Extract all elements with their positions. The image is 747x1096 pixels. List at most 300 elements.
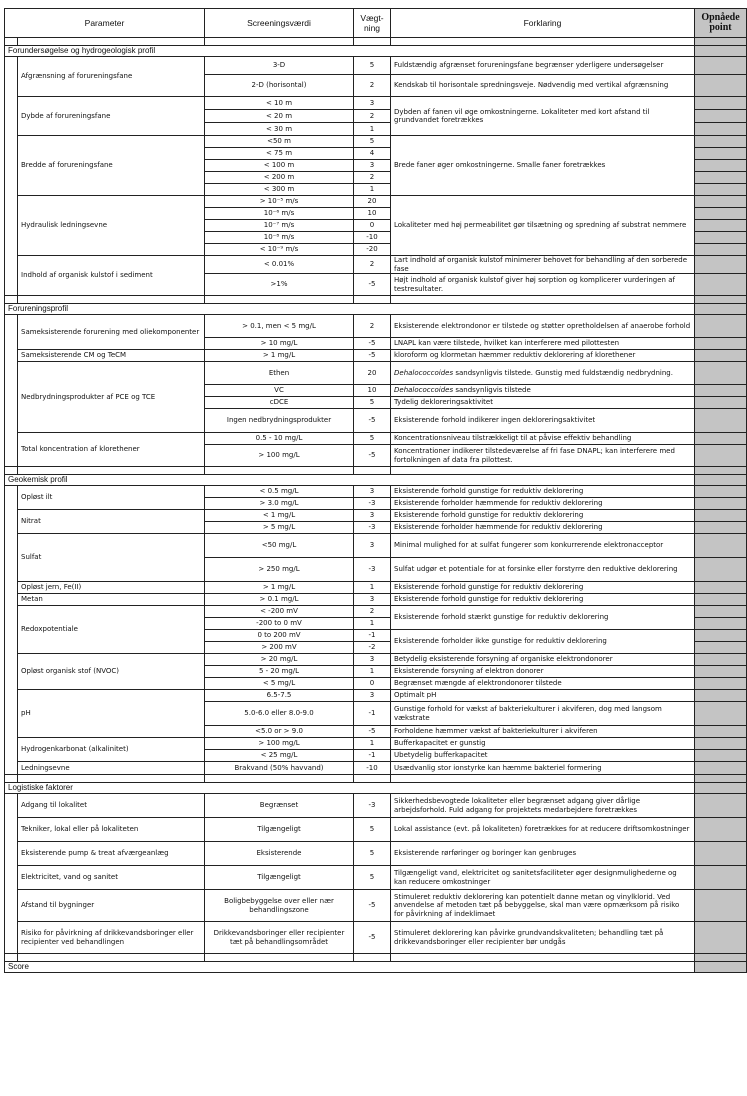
table-row [5,890,747,922]
weight-value: 0 [354,678,391,690]
explanation: Eksisterende forhold gunstige for reduktiv deklorering [391,510,695,522]
points-cell[interactable] [695,762,747,775]
points-cell[interactable] [695,522,747,534]
table-row [5,866,747,890]
explanation: Sikkerhedsbevogtede lokaliteter eller begrænset adgang giver dårlige arbejdsforhold. Fuld adgang for projektets medarbejdere foretrækkes [391,794,695,818]
weight-value: -1 [354,702,391,726]
weight-value: 5 [354,397,391,409]
points-cell[interactable] [695,666,747,678]
weight-value: 5 [354,57,391,75]
points-cell[interactable] [695,123,747,136]
table-row [5,690,747,702]
screening-table [4,8,747,973]
weight-value: 1 [354,618,391,630]
screening-value: < 25 mg/L [205,750,354,762]
weight-value: -2 [354,642,391,654]
blank-cell [354,296,391,304]
points-cell[interactable] [695,642,747,654]
weight-value: 10 [354,208,391,220]
explanation: Eksisterende elektrondonor er tilstede og støtter opretholdelsen af anaerobe forhold [391,315,695,338]
screening-value: 3-D [205,57,354,75]
weight-value: 2 [354,172,391,184]
points-cell[interactable] [695,208,747,220]
header-screening: Screeningsværdi [205,9,354,38]
points-cell[interactable] [695,110,747,123]
blank-cell [391,775,695,783]
parameter-name: Ledningsevne [18,762,205,775]
parameter-name: Risiko for påvirkning af drikkevandsboringer eller recipienter ved behandlingen [18,922,205,954]
weight-value: -5 [354,445,391,467]
explanation-text: sandsynligvis tilstede [453,386,531,395]
table-row [5,794,747,818]
weight-value: 4 [354,148,391,160]
screening-value: > 1 mg/L [205,582,354,594]
screening-value: < 20 m [205,110,354,123]
points-cell[interactable] [695,618,747,630]
blank-cell [205,775,354,783]
points-cell[interactable] [695,654,747,666]
explanation: Ubetydelig bufferkapacitet [391,750,695,762]
header-points: Opnåede point [695,9,747,38]
blank-cell [695,38,747,46]
weight-value: -3 [354,558,391,582]
explanation: Fuldstændig afgrænset forureningsfane begrænser yderligere undersøgelser [391,57,695,75]
weight-value: -3 [354,498,391,510]
weight-value: -3 [354,794,391,818]
points-cell[interactable] [695,232,747,244]
score-label: Score [5,962,695,973]
weight-value: 3 [354,97,391,110]
blank-cell [205,467,354,475]
table-row [5,256,747,274]
points-cell[interactable] [695,726,747,738]
section-row [5,304,747,315]
screening-value: >1% [205,274,354,296]
weight-value: 0 [354,220,391,232]
explanation: Bufferkapacitet er gunstig [391,738,695,750]
header-parameter: Parameter [5,9,205,38]
blank-cell [18,467,205,475]
explanation: Kendskab til horisontale spredningsveje. Nødvendig med vertikal afgrænsning [391,75,695,97]
explanation: Eksisterende forhold gunstige for reduktiv deklorering [391,594,695,606]
table-row [5,315,747,338]
table-row [5,594,747,606]
explanation: Lokal assistance (evt. på lokaliteten) foretrækkes for at reducere driftsomkostninger [391,818,695,842]
explanation: Koncentrationsniveau tilstrækkeligt til at påvise effektiv behandling [391,433,695,445]
explanation: Sulfat udgør et potentiale for at forsinke eller forstyrre den reduktive deklorering [391,558,695,582]
parameter-name: Afgrænsning af forureningsfane [18,57,205,97]
explanation-italic: Dehalococcoides [394,386,454,395]
weight-value: 3 [354,160,391,172]
blank-cell [354,467,391,475]
points-cell[interactable] [695,818,747,842]
table-row [5,606,747,618]
explanation: Eksisterende forsyning af elektron donorer [391,666,695,678]
parameter-name: pH [18,690,205,738]
screening-value: > 1 mg/L [205,350,354,362]
table-row [5,433,747,445]
blank-row [5,954,747,962]
points-cell[interactable] [695,498,747,510]
points-cell[interactable] [695,866,747,890]
section-row [5,46,747,57]
explanation: Højt indhold af organisk kulstof giver høj sorption og komplicerer vurderingen af testresultater. [391,274,695,296]
points-cell[interactable] [695,534,747,558]
explanation: Koncentrationer indikerer tilstedeværelse af fri fase DNAPL; kan interferere med fortolkningen af data fra pilottest. [391,445,695,467]
explanation: Brede faner øger omkostningerne. Smalle faner foretrækkes [391,136,695,196]
section-title: Logistiske faktorer [5,783,695,794]
blank-cell [695,296,747,304]
blank-cell [354,775,391,783]
screening-value: Tilgængeligt [205,818,354,842]
explanation: kloroform og klormetan hæmmer reduktiv deklorering af klorethener [391,350,695,362]
screening-value: Boligbebyggelse over eller nær behandlingszone [205,890,354,922]
points-cell[interactable] [695,678,747,690]
points-cell[interactable] [695,433,747,445]
explanation: Lart indhold af organisk kulstof minimerer behovet for behandling af den sorberede fase [391,256,695,274]
parameter-name: Nedbrydningsprodukter af PCE og TCE [18,362,205,433]
blank-cell [695,775,747,783]
screening-value: < 5 mg/L [205,678,354,690]
parameter-name: Sameksisterende CM og TeCM [18,350,205,362]
blank-cell [18,296,205,304]
explanation: Eksisterende forhold indikerer ingen dekloreringsaktivitet [391,409,695,433]
table-row [5,196,747,208]
explanation [391,362,695,385]
parameter-name: Sameksisterende forurening med oliekomponenter [18,315,205,350]
blank-cell [5,296,18,304]
blank-row [5,775,747,783]
blank-cell [5,954,18,962]
screening-value: < 75 m [205,148,354,160]
screening-value: Ethen [205,362,354,385]
points-cell[interactable] [695,409,747,433]
screening-value: < 1 mg/L [205,510,354,522]
parameter-name: Nitrat [18,510,205,534]
parameter-name: Hydraulisk ledningsevne [18,196,205,256]
screening-value: > 10 mg/L [205,338,354,350]
explanation: Eksisterende forholder ikke gunstige for reduktiv deklorering [391,630,695,654]
parameter-name: Eksisterende pump & treat afværgeanlæg [18,842,205,866]
blank-cell [18,775,205,783]
parameter-name: Adgang til lokalitet [18,794,205,818]
points-cell[interactable] [695,57,747,75]
weight-value: 20 [354,196,391,208]
points-cell[interactable] [695,750,747,762]
explanation: Minimal mulighed for at sulfat fungerer som konkurrerende elektronacceptor [391,534,695,558]
parameter-name: Tekniker, lokal eller på lokaliteten [18,818,205,842]
screening-value: < 30 m [205,123,354,136]
points-cell[interactable] [695,350,747,362]
table-row [5,136,747,148]
screening-value: cDCE [205,397,354,409]
screening-value: 0.5 - 10 mg/L [205,433,354,445]
points-cell[interactable] [695,783,747,794]
parameter-name: Opløst organisk stof (NVOC) [18,654,205,690]
table-row [5,922,747,954]
screening-value: > 100 mg/L [205,445,354,467]
score-points-cell[interactable] [695,962,747,973]
points-cell[interactable] [695,256,747,274]
header-weight: Vægt-ning [354,9,391,38]
screening-value: < 10⁻⁹ m/s [205,244,354,256]
weight-value: 3 [354,654,391,666]
weight-value: -10 [354,232,391,244]
weight-value: 3 [354,534,391,558]
screening-value: > 0.1 mg/L [205,594,354,606]
weight-value: 5 [354,842,391,866]
table-row [5,654,747,666]
points-cell[interactable] [695,475,747,486]
parameter-name: Opløst jern, Fe(II) [18,582,205,594]
explanation: Gunstige forhold for vækst af bakteriekulturer i akviferen, dog med langsom vækstrate [391,702,695,726]
blank-cell [5,467,18,475]
points-cell[interactable] [695,196,747,208]
weight-value: 1 [354,666,391,678]
weight-value: 3 [354,594,391,606]
weight-value: 20 [354,362,391,385]
table-row [5,534,747,558]
parameter-name: Opløst ilt [18,486,205,510]
section-row [5,475,747,486]
screening-value: < 10 m [205,97,354,110]
screening-value: -200 to 0 mV [205,618,354,630]
weight-value: -5 [354,409,391,433]
screening-value: > 0.1, men < 5 mg/L [205,315,354,338]
blank-cell [18,954,205,962]
points-cell[interactable] [695,606,747,618]
parameter-name: Sulfat [18,534,205,582]
weight-value: -5 [354,922,391,954]
screening-value: < 300 m [205,184,354,196]
explanation: Optimalt pH [391,690,695,702]
points-cell[interactable] [695,160,747,172]
table-row [5,738,747,750]
parameter-name: Redoxpotentiale [18,606,205,654]
points-cell[interactable] [695,842,747,866]
explanation: Dybden af fanen vil øge omkostningerne. Lokaliteter med kort afstand til grundvandet foretrækkes [391,97,695,136]
points-cell[interactable] [695,220,747,232]
points-cell[interactable] [695,794,747,818]
blank-cell [695,467,747,475]
screening-value: VC [205,385,354,397]
weight-value: -5 [354,726,391,738]
explanation: Eksisterende forhold stærkt gunstige for reduktiv deklorering [391,606,695,630]
points-cell[interactable] [695,274,747,296]
screening-value: > 20 mg/L [205,654,354,666]
screening-value: < 0.5 mg/L [205,486,354,498]
weight-value: -1 [354,750,391,762]
points-cell[interactable] [695,46,747,57]
explanation: LNAPL kan være tilstede, hvilket kan interferere med pilottesten [391,338,695,350]
points-cell[interactable] [695,922,747,954]
blank-row [5,38,747,46]
points-cell[interactable] [695,184,747,196]
screening-value: > 3.0 mg/L [205,498,354,510]
weight-value: 10 [354,385,391,397]
explanation: Eksisterende rørføringer og boringer kan genbruges [391,842,695,866]
weight-value: 2 [354,256,391,274]
points-cell[interactable] [695,445,747,467]
explanation: Stimuleret deklorering kan påvirke grundvandskvaliteten; behandling tæt på drikkevandsboringer eller recipienter bør undgås [391,922,695,954]
screening-value: > 200 mV [205,642,354,654]
table-row [5,97,747,110]
parameter-name: Elektricitet, vand og sanitet [18,866,205,890]
weight-value: -1 [354,630,391,642]
screening-value: Drikkevandsboringer eller recipienter tæt på behandlingsområdet [205,922,354,954]
header-row [5,9,747,38]
blank-cell [354,954,391,962]
explanation: Begrænset mængde af elektrondonorer tilstede [391,678,695,690]
screening-value: < 0.01% [205,256,354,274]
points-cell[interactable] [695,338,747,350]
weight-value: -5 [354,890,391,922]
explanation: Lokaliteter med høj permeabilitet gør tilsætning og spredning af substrat nemmere [391,196,695,256]
explanation: Tilgængeligt vand, elektricitet og sanitetsfaciliteter øger designmulighederne og kan reducere omkostninger [391,866,695,890]
screening-value: Begrænset [205,794,354,818]
explanation: Stimuleret reduktiv deklorering kan potentielt danne metan og vinylklorid. Ved anvendelse af metoden tæt på bebyggelse, skal man være opmærksom på risiko for påvirkning af indeklimaet [391,890,695,922]
weight-value: 5 [354,866,391,890]
explanation-italic: Dehalococcoides [394,368,454,377]
blank-cell [205,296,354,304]
screening-value: > 100 mg/L [205,738,354,750]
blank-cell [5,38,18,46]
blank-row [5,296,747,304]
explanation [391,385,695,397]
weight-value: 3 [354,486,391,498]
table-row [5,57,747,75]
screening-value: 5.0-6.0 eller 8.0-9.0 [205,702,354,726]
parameter-name: Bredde af forureningsfane [18,136,205,196]
weight-value: -5 [354,338,391,350]
screening-value: 0 to 200 mV [205,630,354,642]
screening-value: > 10⁻⁵ m/s [205,196,354,208]
weight-value: 3 [354,690,391,702]
points-cell[interactable] [695,582,747,594]
parameter-name: Dybde af forureningsfane [18,97,205,136]
parameter-name: Afstand til bygninger [18,890,205,922]
parameter-name: Total koncentration af klorethener [18,433,205,467]
weight-value: 2 [354,315,391,338]
points-cell[interactable] [695,362,747,385]
points-cell[interactable] [695,136,747,148]
blank-cell [391,296,695,304]
weight-value: 5 [354,818,391,842]
points-cell[interactable] [695,690,747,702]
blank-cell [354,38,391,46]
section-row [5,783,747,794]
screening-value: 10⁻⁶ m/s [205,208,354,220]
screening-value: > 5 mg/L [205,522,354,534]
explanation: Tydelig dekloreringsaktivitet [391,397,695,409]
points-cell[interactable] [695,702,747,726]
weight-value: -5 [354,350,391,362]
blank-cell [695,954,747,962]
points-cell[interactable] [695,385,747,397]
explanation-text: sandsynligvis tilstede. Gunstig med fuldstændig nedbrydning. [453,368,673,377]
points-cell[interactable] [695,172,747,184]
parameter-name: Indhold af organisk kulstof i sediment [18,256,205,296]
explanation: Eksisterende forholder hæmmende for reduktiv deklorering [391,522,695,534]
indent-cell [5,315,18,467]
weight-value: 2 [354,75,391,97]
section-title: Forureningsprofil [5,304,695,315]
weight-value: -10 [354,762,391,775]
points-cell[interactable] [695,558,747,582]
table-row [5,510,747,522]
blank-cell [205,38,354,46]
screening-value: Brakvand (50% havvand) [205,762,354,775]
explanation: Usædvanlig stor ionstyrke kan hæmme bakteriel formering [391,762,695,775]
blank-cell [391,467,695,475]
weight-value: 2 [354,110,391,123]
weight-value: -5 [354,274,391,296]
points-cell[interactable] [695,148,747,160]
screening-value: Eksisterende [205,842,354,866]
points-cell[interactable] [695,890,747,922]
screening-value: <5.0 or > 9.0 [205,726,354,738]
screening-value: 10⁻⁷ m/s [205,220,354,232]
explanation: Eksisterende forhold gunstige for reduktiv deklorering [391,582,695,594]
score-row [5,962,747,973]
section-title: Geokemisk profil [5,475,695,486]
screening-value: <50 mg/L [205,534,354,558]
points-cell[interactable] [695,738,747,750]
screening-value: 5 - 20 mg/L [205,666,354,678]
blank-cell [205,954,354,962]
weight-value: -3 [354,522,391,534]
points-cell[interactable] [695,304,747,315]
points-cell[interactable] [695,75,747,97]
blank-cell [18,38,205,46]
blank-cell [391,954,695,962]
weight-value: 2 [354,606,391,618]
blank-row [5,467,747,475]
weight-value: 1 [354,738,391,750]
explanation: Forholdene hæmmer vækst af bakteriekulturer i akviferen [391,726,695,738]
explanation: Betydelig eksisterende forsyning af organiske elektrondonorer [391,654,695,666]
weight-value: 3 [354,510,391,522]
points-cell[interactable] [695,510,747,522]
screening-value: 2-D (horisontal) [205,75,354,97]
parameter-name: Hydrogenkarbonat (alkalinitet) [18,738,205,762]
table-row [5,350,747,362]
table-row [5,762,747,775]
weight-value: 1 [354,184,391,196]
points-cell[interactable] [695,486,747,498]
explanation: Eksisterende forholder hæmmende for reduktiv deklorering [391,498,695,510]
points-cell[interactable] [695,397,747,409]
table-row [5,362,747,385]
screening-value: > 250 mg/L [205,558,354,582]
weight-value: 1 [354,123,391,136]
table-row [5,582,747,594]
points-cell[interactable] [695,594,747,606]
weight-value: 5 [354,136,391,148]
explanation: Eksisterende forhold gunstige for reduktiv deklorering [391,486,695,498]
screening-value: Tilgængeligt [205,866,354,890]
section-title: Forundersøgelse og hydrogeologisk profil [5,46,695,57]
indent-cell [5,57,18,296]
screening-value: 6.5-7.5 [205,690,354,702]
parameter-name: Metan [18,594,205,606]
blank-cell [5,775,18,783]
points-cell[interactable] [695,244,747,256]
blank-cell [391,38,695,46]
points-cell[interactable] [695,97,747,110]
points-cell[interactable] [695,630,747,642]
points-cell[interactable] [695,315,747,338]
